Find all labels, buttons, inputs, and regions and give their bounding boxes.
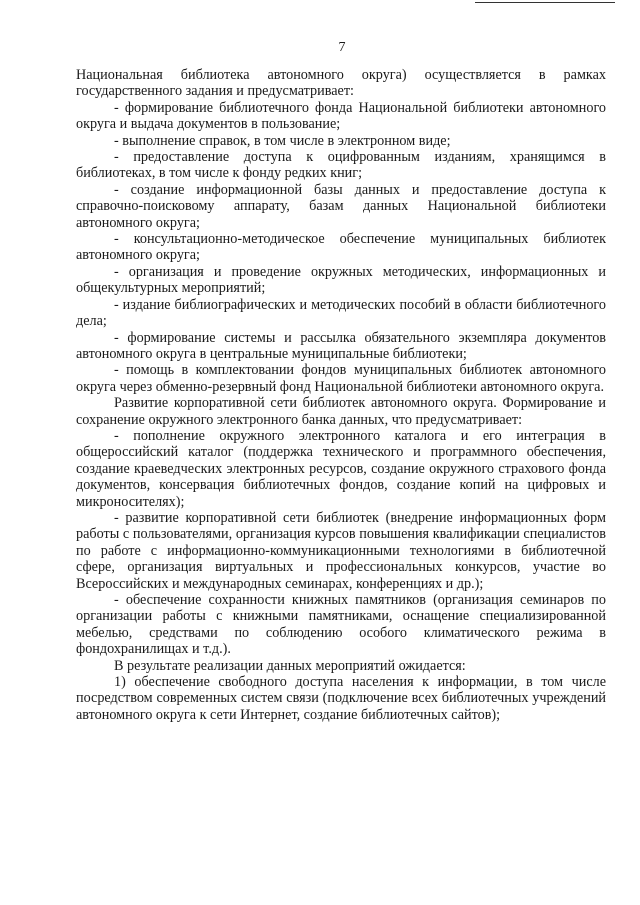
paragraph: В результате реализации данных мероприятий ожидается: <box>114 657 466 674</box>
page-number: 7 <box>338 40 346 55</box>
top-rule <box>475 2 615 3</box>
paragraph: - выполнение справок, в том числе в электронном виде; <box>114 132 451 149</box>
paragraph: - организация и проведение окружных методических, информационных и общекультурных мероприятий; <box>76 263 606 297</box>
paragraph: Национальная библиотека автономного округа) осуществляется в рамках государственного задания и предусматривает: <box>76 67 606 100</box>
paragraph: - пополнение окружного электронного каталога и его интеграция в общероссийский каталог (поддержка технического и программного обеспечения, создание краеведческих электронных ресурсов, создание окружного страхового фонда документов, консервация библиотечных фондов, создание копий на цифровых и микроносителях); <box>76 427 606 510</box>
paragraph: - консультационно-методическое обеспечение муниципальных библиотек автономного округа; <box>76 231 606 264</box>
paragraph: - формирование системы и рассылка обязательного экземпляра документов автономного округа в центральные муниципальные библиотеки; <box>76 329 606 362</box>
paragraph: - обеспечение сохранности книжных памятников (организация семинаров по организации работы с книжными памятниками, оснащение специализированной мебелью, средствами по соблюдению особого климатического режима в фондохранилищах и т.д.). <box>76 592 606 658</box>
paragraph: - помощь в комплектовании фондов муниципальных библиотек автономного округа через обменно-резервный фонд Национальной библиотеки автономного округа. <box>76 362 606 395</box>
paragraph: - создание информационной базы данных и предоставление доступа к справочно-поисковому аппарату, базам данных Национальной библиотеки автономного округа; <box>76 181 606 231</box>
paragraph: Развитие корпоративной сети библиотек автономного округа. Формирование и сохранение окружного электронного банка данных, что предусматривает: <box>76 395 606 428</box>
paragraph: - формирование библиотечного фонда Национальной библиотеки автономного округа и выдача документов в пользование; <box>76 99 606 133</box>
paragraph: - предоставление доступа к оцифрованным изданиям, хранящимся в библиотеках, в том числе к фонду редких книг; <box>76 149 606 182</box>
paragraph: - издание библиографических и методических пособий в области библиотечного дела; <box>76 296 606 330</box>
document-body <box>76 67 606 723</box>
paragraph: - развитие корпоративной сети библиотек (внедрение информационных форм работы с пользователями, организация курсов повышения квалификации специалистов по работе с информационно-коммуникационными технологиями в библиотечной сфере, организация виртуальных и профессиональных конкурсов, участие во Всероссийских и международных семинарах, конференциях и др.); <box>76 509 606 592</box>
paragraph: 1) обеспечение свободного доступа населения к информации, в том числе посредством современных систем связи (подключение всех библиотечных учреждений автономного округа к сети Интернет, создание библиотечных сайтов); <box>76 674 606 723</box>
